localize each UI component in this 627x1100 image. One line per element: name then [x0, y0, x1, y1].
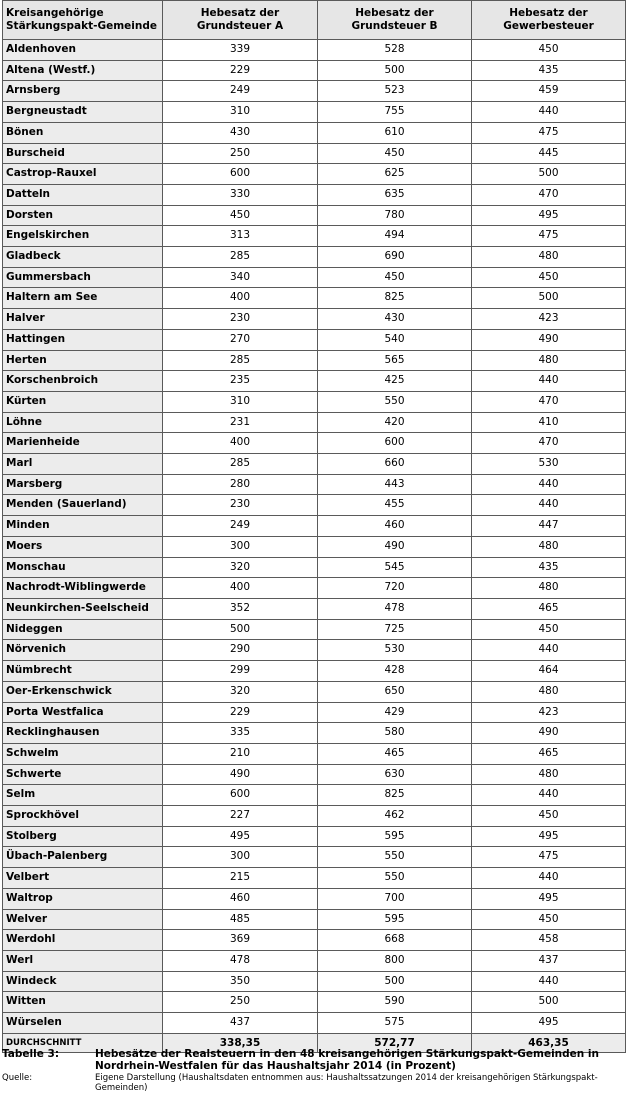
table-row: [3, 184, 626, 205]
municipality-name: Welver: [3, 909, 163, 930]
gewerbesteuer-value: 470: [472, 391, 626, 412]
table-row: [3, 288, 626, 309]
municipality-name: Bönen: [3, 122, 163, 143]
grundsteuer-b-value: 720: [318, 578, 472, 599]
grundsteuer-a-value: 210: [163, 743, 318, 764]
municipality-name: Neunkirchen-Seelscheid: [3, 598, 163, 619]
grundsteuer-a-value: 339: [163, 40, 318, 61]
average-value: 572,77: [318, 1033, 472, 1052]
grundsteuer-b-value: 780: [318, 205, 472, 226]
grundsteuer-a-value: 230: [163, 495, 318, 516]
grundsteuer-b-value: 460: [318, 516, 472, 537]
table-row: [3, 702, 626, 723]
grundsteuer-b-value: 825: [318, 288, 472, 309]
grundsteuer-b-value: 550: [318, 391, 472, 412]
table-row: [3, 681, 626, 702]
grundsteuer-a-value: 227: [163, 806, 318, 827]
grundsteuer-a-value: 310: [163, 102, 318, 123]
grundsteuer-a-value: 229: [163, 60, 318, 81]
municipality-name: Nachrodt-Wiblingwerde: [3, 578, 163, 599]
grundsteuer-a-value: 285: [163, 454, 318, 475]
municipality-name: Recklinghausen: [3, 723, 163, 744]
grundsteuer-b-value: 429: [318, 702, 472, 723]
table-row: [3, 826, 626, 847]
gewerbesteuer-value: 440: [472, 640, 626, 661]
municipality-name: Werdohl: [3, 930, 163, 951]
grundsteuer-a-value: 600: [163, 785, 318, 806]
grundsteuer-a-value: 600: [163, 164, 318, 185]
grundsteuer-b-value: 700: [318, 888, 472, 909]
grundsteuer-a-value: 320: [163, 681, 318, 702]
table-row: [3, 785, 626, 806]
grundsteuer-a-value: 299: [163, 661, 318, 682]
table-caption: [2, 1048, 625, 1093]
municipality-name: Nideggen: [3, 619, 163, 640]
table-row: [3, 557, 626, 578]
grundsteuer-b-value: 500: [318, 971, 472, 992]
grundsteuer-a-value: 437: [163, 1013, 318, 1034]
grundsteuer-a-value: 450: [163, 205, 318, 226]
grundsteuer-a-value: 500: [163, 619, 318, 640]
table-row: [3, 329, 626, 350]
grundsteuer-b-value: 465: [318, 743, 472, 764]
grundsteuer-a-value: 270: [163, 329, 318, 350]
grundsteuer-a-value: 460: [163, 888, 318, 909]
grundsteuer-a-value: 350: [163, 971, 318, 992]
grundsteuer-a-value: 231: [163, 412, 318, 433]
municipality-name: Gummersbach: [3, 267, 163, 288]
caption-title-row: [2, 1048, 625, 1072]
grundsteuer-a-value: 215: [163, 868, 318, 889]
table-row: [3, 391, 626, 412]
grundsteuer-a-value: 229: [163, 702, 318, 723]
gewerbesteuer-value: 480: [472, 764, 626, 785]
table-row: [3, 930, 626, 951]
table-row: [3, 806, 626, 827]
grundsteuer-a-value: 320: [163, 557, 318, 578]
table-row: [3, 1013, 626, 1034]
grundsteuer-b-value: 490: [318, 536, 472, 557]
grundsteuer-b-value: 825: [318, 785, 472, 806]
caption-title: Hebesätze der Realsteuern in den 48 kreisangehörigen Stärkungspakt-Gemeinden in Nordrhein-Westfalen für das Haushaltsjahr 2014 (in Prozent): [95, 1048, 599, 1072]
table-row: [3, 60, 626, 81]
gewerbesteuer-value: 450: [472, 267, 626, 288]
table-row: [3, 578, 626, 599]
table-row: [3, 454, 626, 475]
gewerbesteuer-value: 475: [472, 847, 626, 868]
table-row: [3, 536, 626, 557]
grundsteuer-b-value: 425: [318, 371, 472, 392]
gewerbesteuer-value: 435: [472, 557, 626, 578]
municipality-name: Witten: [3, 992, 163, 1013]
gewerbesteuer-value: 437: [472, 950, 626, 971]
grundsteuer-b-value: 500: [318, 60, 472, 81]
municipality-name: Bergneustadt: [3, 102, 163, 123]
municipality-name: Monschau: [3, 557, 163, 578]
municipality-name: Übach-Palenberg: [3, 847, 163, 868]
table-row: [3, 743, 626, 764]
gewerbesteuer-value: 450: [472, 909, 626, 930]
grundsteuer-a-value: 300: [163, 847, 318, 868]
grundsteuer-b-value: 690: [318, 247, 472, 268]
grundsteuer-b-value: 590: [318, 992, 472, 1013]
table-row: [3, 226, 626, 247]
header-gewerbesteuer: Hebesatz der Gewerbesteuer: [472, 1, 626, 40]
grundsteuer-b-value: 450: [318, 267, 472, 288]
grundsteuer-a-value: 485: [163, 909, 318, 930]
municipality-name: Altena (Westf.): [3, 60, 163, 81]
gewerbesteuer-value: 480: [472, 536, 626, 557]
municipality-name: Halver: [3, 309, 163, 330]
municipality-name: Datteln: [3, 184, 163, 205]
grundsteuer-b-value: 800: [318, 950, 472, 971]
municipality-name: Marl: [3, 454, 163, 475]
source-label: Quelle:: [2, 1073, 33, 1083]
grundsteuer-b-value: 420: [318, 412, 472, 433]
table-row: [3, 868, 626, 889]
municipality-name: Werl: [3, 950, 163, 971]
grundsteuer-a-value: 495: [163, 826, 318, 847]
caption-label: Tabelle 3:: [2, 1048, 60, 1060]
table-row: [3, 350, 626, 371]
table-row: [3, 102, 626, 123]
header-grundsteuer-a: Hebesatz der Grundsteuer A: [163, 1, 318, 40]
municipality-name: Hattingen: [3, 329, 163, 350]
gewerbesteuer-value: 450: [472, 806, 626, 827]
gewerbesteuer-value: 500: [472, 992, 626, 1013]
gewerbesteuer-value: 464: [472, 661, 626, 682]
grundsteuer-b-value: 494: [318, 226, 472, 247]
grundsteuer-b-value: 450: [318, 143, 472, 164]
table-row: [3, 516, 626, 537]
grundsteuer-b-value: 610: [318, 122, 472, 143]
municipality-name: Selm: [3, 785, 163, 806]
table-row: [3, 412, 626, 433]
grundsteuer-a-value: 290: [163, 640, 318, 661]
grundsteuer-a-value: 352: [163, 598, 318, 619]
table-row: [3, 164, 626, 185]
gewerbesteuer-value: 495: [472, 826, 626, 847]
grundsteuer-b-value: 455: [318, 495, 472, 516]
gewerbesteuer-value: 458: [472, 930, 626, 951]
gewerbesteuer-value: 440: [472, 102, 626, 123]
grundsteuer-a-value: 430: [163, 122, 318, 143]
grundsteuer-b-value: 430: [318, 309, 472, 330]
grundsteuer-a-value: 335: [163, 723, 318, 744]
municipality-name: Marsberg: [3, 474, 163, 495]
gewerbesteuer-value: 465: [472, 598, 626, 619]
table-header-row: [3, 1, 626, 40]
grundsteuer-a-value: 235: [163, 371, 318, 392]
table-row: [3, 371, 626, 392]
grundsteuer-b-value: 635: [318, 184, 472, 205]
grundsteuer-a-value: 250: [163, 143, 318, 164]
grundsteuer-b-value: 660: [318, 454, 472, 475]
table-row: [3, 764, 626, 785]
gewerbesteuer-value: 500: [472, 288, 626, 309]
table-row: [3, 309, 626, 330]
table-row: [3, 247, 626, 268]
gewerbesteuer-value: 465: [472, 743, 626, 764]
grundsteuer-a-value: 300: [163, 536, 318, 557]
gewerbesteuer-value: 495: [472, 205, 626, 226]
municipality-name: Herten: [3, 350, 163, 371]
grundsteuer-b-value: 580: [318, 723, 472, 744]
grundsteuer-a-value: 478: [163, 950, 318, 971]
grundsteuer-a-value: 285: [163, 247, 318, 268]
table-row: [3, 909, 626, 930]
average-value: 338,35: [163, 1033, 318, 1052]
grundsteuer-b-value: 428: [318, 661, 472, 682]
gewerbesteuer-value: 470: [472, 433, 626, 454]
gewerbesteuer-value: 440: [472, 474, 626, 495]
table-row: [3, 495, 626, 516]
table-row: [3, 143, 626, 164]
municipality-name: Windeck: [3, 971, 163, 992]
grundsteuer-a-value: 400: [163, 288, 318, 309]
grundsteuer-a-value: 249: [163, 516, 318, 537]
grundsteuer-b-value: 600: [318, 433, 472, 454]
table-row: [3, 619, 626, 640]
grundsteuer-b-value: 725: [318, 619, 472, 640]
grundsteuer-b-value: 755: [318, 102, 472, 123]
municipality-name: Marienheide: [3, 433, 163, 454]
municipality-name: Dorsten: [3, 205, 163, 226]
municipality-name: Engelskirchen: [3, 226, 163, 247]
average-value: 463,35: [472, 1033, 626, 1052]
municipality-name: Würselen: [3, 1013, 163, 1034]
gewerbesteuer-value: 450: [472, 619, 626, 640]
tax-rate-table: [2, 0, 626, 1053]
table-row: [3, 474, 626, 495]
grundsteuer-b-value: 530: [318, 640, 472, 661]
grundsteuer-b-value: 565: [318, 350, 472, 371]
table-row: [3, 205, 626, 226]
municipality-name: Nümbrecht: [3, 661, 163, 682]
gewerbesteuer-value: 447: [472, 516, 626, 537]
grundsteuer-b-value: 595: [318, 826, 472, 847]
grundsteuer-a-value: 230: [163, 309, 318, 330]
gewerbesteuer-value: 495: [472, 888, 626, 909]
gewerbesteuer-value: 490: [472, 723, 626, 744]
table-row: [3, 971, 626, 992]
municipality-name: Arnsberg: [3, 81, 163, 102]
municipality-name: Stolberg: [3, 826, 163, 847]
municipality-name: Waltrop: [3, 888, 163, 909]
table-row: [3, 598, 626, 619]
grundsteuer-b-value: 462: [318, 806, 472, 827]
municipality-name: Porta Westfalica: [3, 702, 163, 723]
average-label: DURCHSCHNITT: [3, 1033, 163, 1052]
table-row: [3, 640, 626, 661]
gewerbesteuer-value: 440: [472, 495, 626, 516]
municipality-name: Menden (Sauerland): [3, 495, 163, 516]
table-row: [3, 992, 626, 1013]
table-row: [3, 723, 626, 744]
grundsteuer-b-value: 575: [318, 1013, 472, 1034]
source-text: Eigene Darstellung (Haushaltsdaten entnommen aus: Haushaltssatzungen 2014 der kreisangehörigen Stärkungspakt-Gemeinden): [95, 1073, 598, 1093]
municipality-name: Minden: [3, 516, 163, 537]
municipality-name: Gladbeck: [3, 247, 163, 268]
gewerbesteuer-value: 410: [472, 412, 626, 433]
municipality-name: Schwelm: [3, 743, 163, 764]
municipality-name: Oer-Erkenschwick: [3, 681, 163, 702]
gewerbesteuer-value: 440: [472, 785, 626, 806]
grundsteuer-a-value: 313: [163, 226, 318, 247]
municipality-name: Burscheid: [3, 143, 163, 164]
gewerbesteuer-value: 480: [472, 578, 626, 599]
grundsteuer-b-value: 528: [318, 40, 472, 61]
gewerbesteuer-value: 480: [472, 247, 626, 268]
grundsteuer-b-value: 550: [318, 847, 472, 868]
table-row: [3, 267, 626, 288]
grundsteuer-a-value: 369: [163, 930, 318, 951]
header-municipality: Kreisangehörige Stärkungspakt-Gemeinde: [3, 1, 163, 40]
table-row: [3, 433, 626, 454]
table-row: [3, 40, 626, 61]
grundsteuer-b-value: 443: [318, 474, 472, 495]
municipality-name: Löhne: [3, 412, 163, 433]
gewerbesteuer-value: 475: [472, 226, 626, 247]
grundsteuer-b-value: 650: [318, 681, 472, 702]
gewerbesteuer-value: 459: [472, 81, 626, 102]
grundsteuer-a-value: 330: [163, 184, 318, 205]
table-row: [3, 122, 626, 143]
grundsteuer-b-value: 550: [318, 868, 472, 889]
gewerbesteuer-value: 440: [472, 868, 626, 889]
grundsteuer-b-value: 595: [318, 909, 472, 930]
table-row: [3, 661, 626, 682]
municipality-name: Sprockhövel: [3, 806, 163, 827]
municipality-name: Moers: [3, 536, 163, 557]
gewerbesteuer-value: 530: [472, 454, 626, 475]
municipality-name: Haltern am See: [3, 288, 163, 309]
grundsteuer-a-value: 400: [163, 433, 318, 454]
gewerbesteuer-value: 490: [472, 329, 626, 350]
gewerbesteuer-value: 445: [472, 143, 626, 164]
gewerbesteuer-value: 450: [472, 40, 626, 61]
gewerbesteuer-value: 423: [472, 702, 626, 723]
table-row: [3, 81, 626, 102]
gewerbesteuer-value: 435: [472, 60, 626, 81]
grundsteuer-a-value: 310: [163, 391, 318, 412]
table-row: [3, 950, 626, 971]
municipality-name: Korschenbroich: [3, 371, 163, 392]
grundsteuer-b-value: 523: [318, 81, 472, 102]
grundsteuer-b-value: 625: [318, 164, 472, 185]
municipality-name: Velbert: [3, 868, 163, 889]
table-row: [3, 847, 626, 868]
municipality-name: Kürten: [3, 391, 163, 412]
gewerbesteuer-value: 480: [472, 681, 626, 702]
municipality-name: Nörvenich: [3, 640, 163, 661]
grundsteuer-b-value: 545: [318, 557, 472, 578]
table-row: [3, 888, 626, 909]
grundsteuer-b-value: 540: [318, 329, 472, 350]
gewerbesteuer-value: 480: [472, 350, 626, 371]
grundsteuer-a-value: 340: [163, 267, 318, 288]
grundsteuer-a-value: 250: [163, 992, 318, 1013]
table-body: [3, 40, 626, 1053]
grundsteuer-a-value: 280: [163, 474, 318, 495]
grundsteuer-b-value: 630: [318, 764, 472, 785]
gewerbesteuer-value: 423: [472, 309, 626, 330]
grundsteuer-a-value: 285: [163, 350, 318, 371]
gewerbesteuer-value: 495: [472, 1013, 626, 1034]
caption-source-row: [2, 1073, 625, 1093]
header-grundsteuer-b: Hebesatz der Grundsteuer B: [318, 1, 472, 40]
municipality-name: Castrop-Rauxel: [3, 164, 163, 185]
gewerbesteuer-value: 440: [472, 971, 626, 992]
municipality-name: Aldenhoven: [3, 40, 163, 61]
gewerbesteuer-value: 475: [472, 122, 626, 143]
grundsteuer-a-value: 249: [163, 81, 318, 102]
gewerbesteuer-value: 440: [472, 371, 626, 392]
gewerbesteuer-value: 470: [472, 184, 626, 205]
municipality-name: Schwerte: [3, 764, 163, 785]
grundsteuer-a-value: 400: [163, 578, 318, 599]
grundsteuer-b-value: 668: [318, 930, 472, 951]
grundsteuer-b-value: 478: [318, 598, 472, 619]
grundsteuer-a-value: 490: [163, 764, 318, 785]
gewerbesteuer-value: 500: [472, 164, 626, 185]
